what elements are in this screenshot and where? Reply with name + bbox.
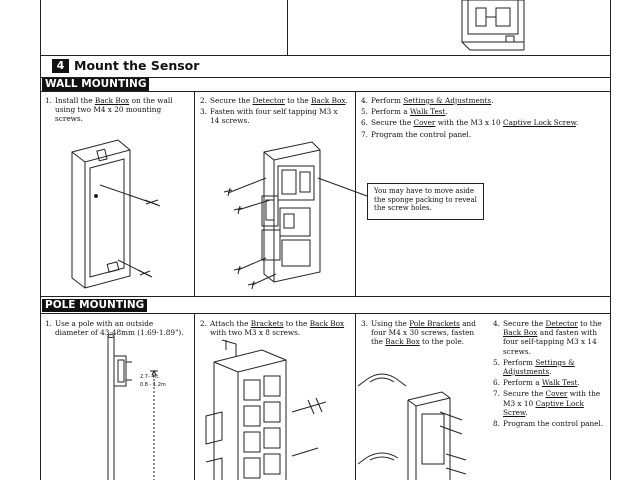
instruction-number: 1. [45,96,52,105]
reference-link: Cover [413,118,436,128]
instruction-text: to the [284,96,312,105]
instruction-text: and fasten with four self-tapping M3 x 14 screws. [503,328,598,356]
instruction-text: with the M3 x 10 [435,118,503,128]
instruction-number: 3. [361,319,368,328]
instruction-number: 8. [493,419,500,429]
instruction-text: Secure the [371,118,414,128]
instruction-number: 6. [361,118,368,128]
instruction-text: and four M4 x 30 screws, fasten the [371,319,476,347]
instruction-text: Using the [371,319,410,328]
instruction-text: Perform a [371,107,410,117]
step-number: 4 [52,59,69,73]
instruction-text: Perform [503,357,536,367]
instruction-text: Program the control panel. [503,419,604,429]
instruction-text: with two M3 x 8 screws. [210,328,301,338]
instruction-text: to the [283,319,310,328]
reference-link: Walk Test [409,107,446,117]
instruction-number: 4. [493,319,500,328]
instruction-number: 6. [493,378,500,388]
reference-link: Pole Brackets [409,319,460,328]
sponge-packing-callout: You may have to move aside the sponge packing to reveal the screw holes. [367,183,484,220]
instruction-number: 5. [361,107,368,117]
reference-link: Detector [545,319,578,328]
reference-link: Captive Lock Screw [503,398,584,417]
wall-mounting-heading: WALL MOUNTING [42,78,149,91]
instruction-text: Use a pole with an outside diameter of 43-48mm (1.69-1.89"). [55,319,184,338]
reference-link: Back Box [309,319,345,328]
instruction-text: Perform [371,96,404,105]
instruction-text: . [445,107,448,117]
reference-link: Detector [252,96,285,105]
reference-link: Back Box [94,96,130,105]
instruction-text: Secure the [503,389,546,399]
instruction-text: to the pole. [419,337,464,347]
instruction-text: . [575,118,579,128]
pole-height-label-2: 0.8 - 1.2m [140,382,166,388]
instruction-number: 3. [200,107,207,117]
instruction-number: 4. [361,96,368,105]
instruction-number: 2. [200,96,207,105]
instruction-text: Perform a [503,378,542,388]
instruction-number: 7. [361,129,368,139]
instruction-text: Attach the [210,319,251,328]
instruction-text: on the wall using two M4 x 20 mounting screws. [55,96,173,124]
reference-link: Settings & Adjustments [403,96,492,105]
instruction-text: to the [577,319,602,328]
reference-link: Cover [545,389,568,399]
instruction-text: Secure the [503,319,546,328]
reference-link: Walk Test [541,378,578,388]
reference-link: Back Box [385,337,420,347]
instruction-text: Install the [55,96,95,105]
instruction-number: 5. [493,357,500,367]
reference-link: Back Box [311,96,346,105]
reference-link: Brackets [250,319,284,328]
reference-link: Captive Lock Screw [503,118,576,128]
instruction-number: 1. [45,319,52,328]
reference-link: Settings & Adjustments [503,357,575,377]
instruction-text: Secure the [210,96,253,105]
pole-mounting-heading: POLE MOUNTING [42,299,147,312]
instruction-text: Program the control panel. [371,129,472,139]
instruction-text: . [577,378,580,388]
pole-height-label-1: 2.7- 4ft. [140,374,160,380]
step-title: Mount the Sensor [74,58,200,73]
instruction-text: Fasten with four self tapping M3 x 14 screws. [210,107,338,126]
instruction-number: 2. [200,319,207,328]
instruction-text: with the M3 x 10 [503,389,601,408]
instruction-text: . [345,96,348,105]
instruction-text: . [491,96,494,105]
instruction-text: . [525,407,528,417]
reference-link: Back Box [503,328,538,338]
instruction-text: . [549,367,552,377]
instruction-number: 7. [493,389,500,399]
